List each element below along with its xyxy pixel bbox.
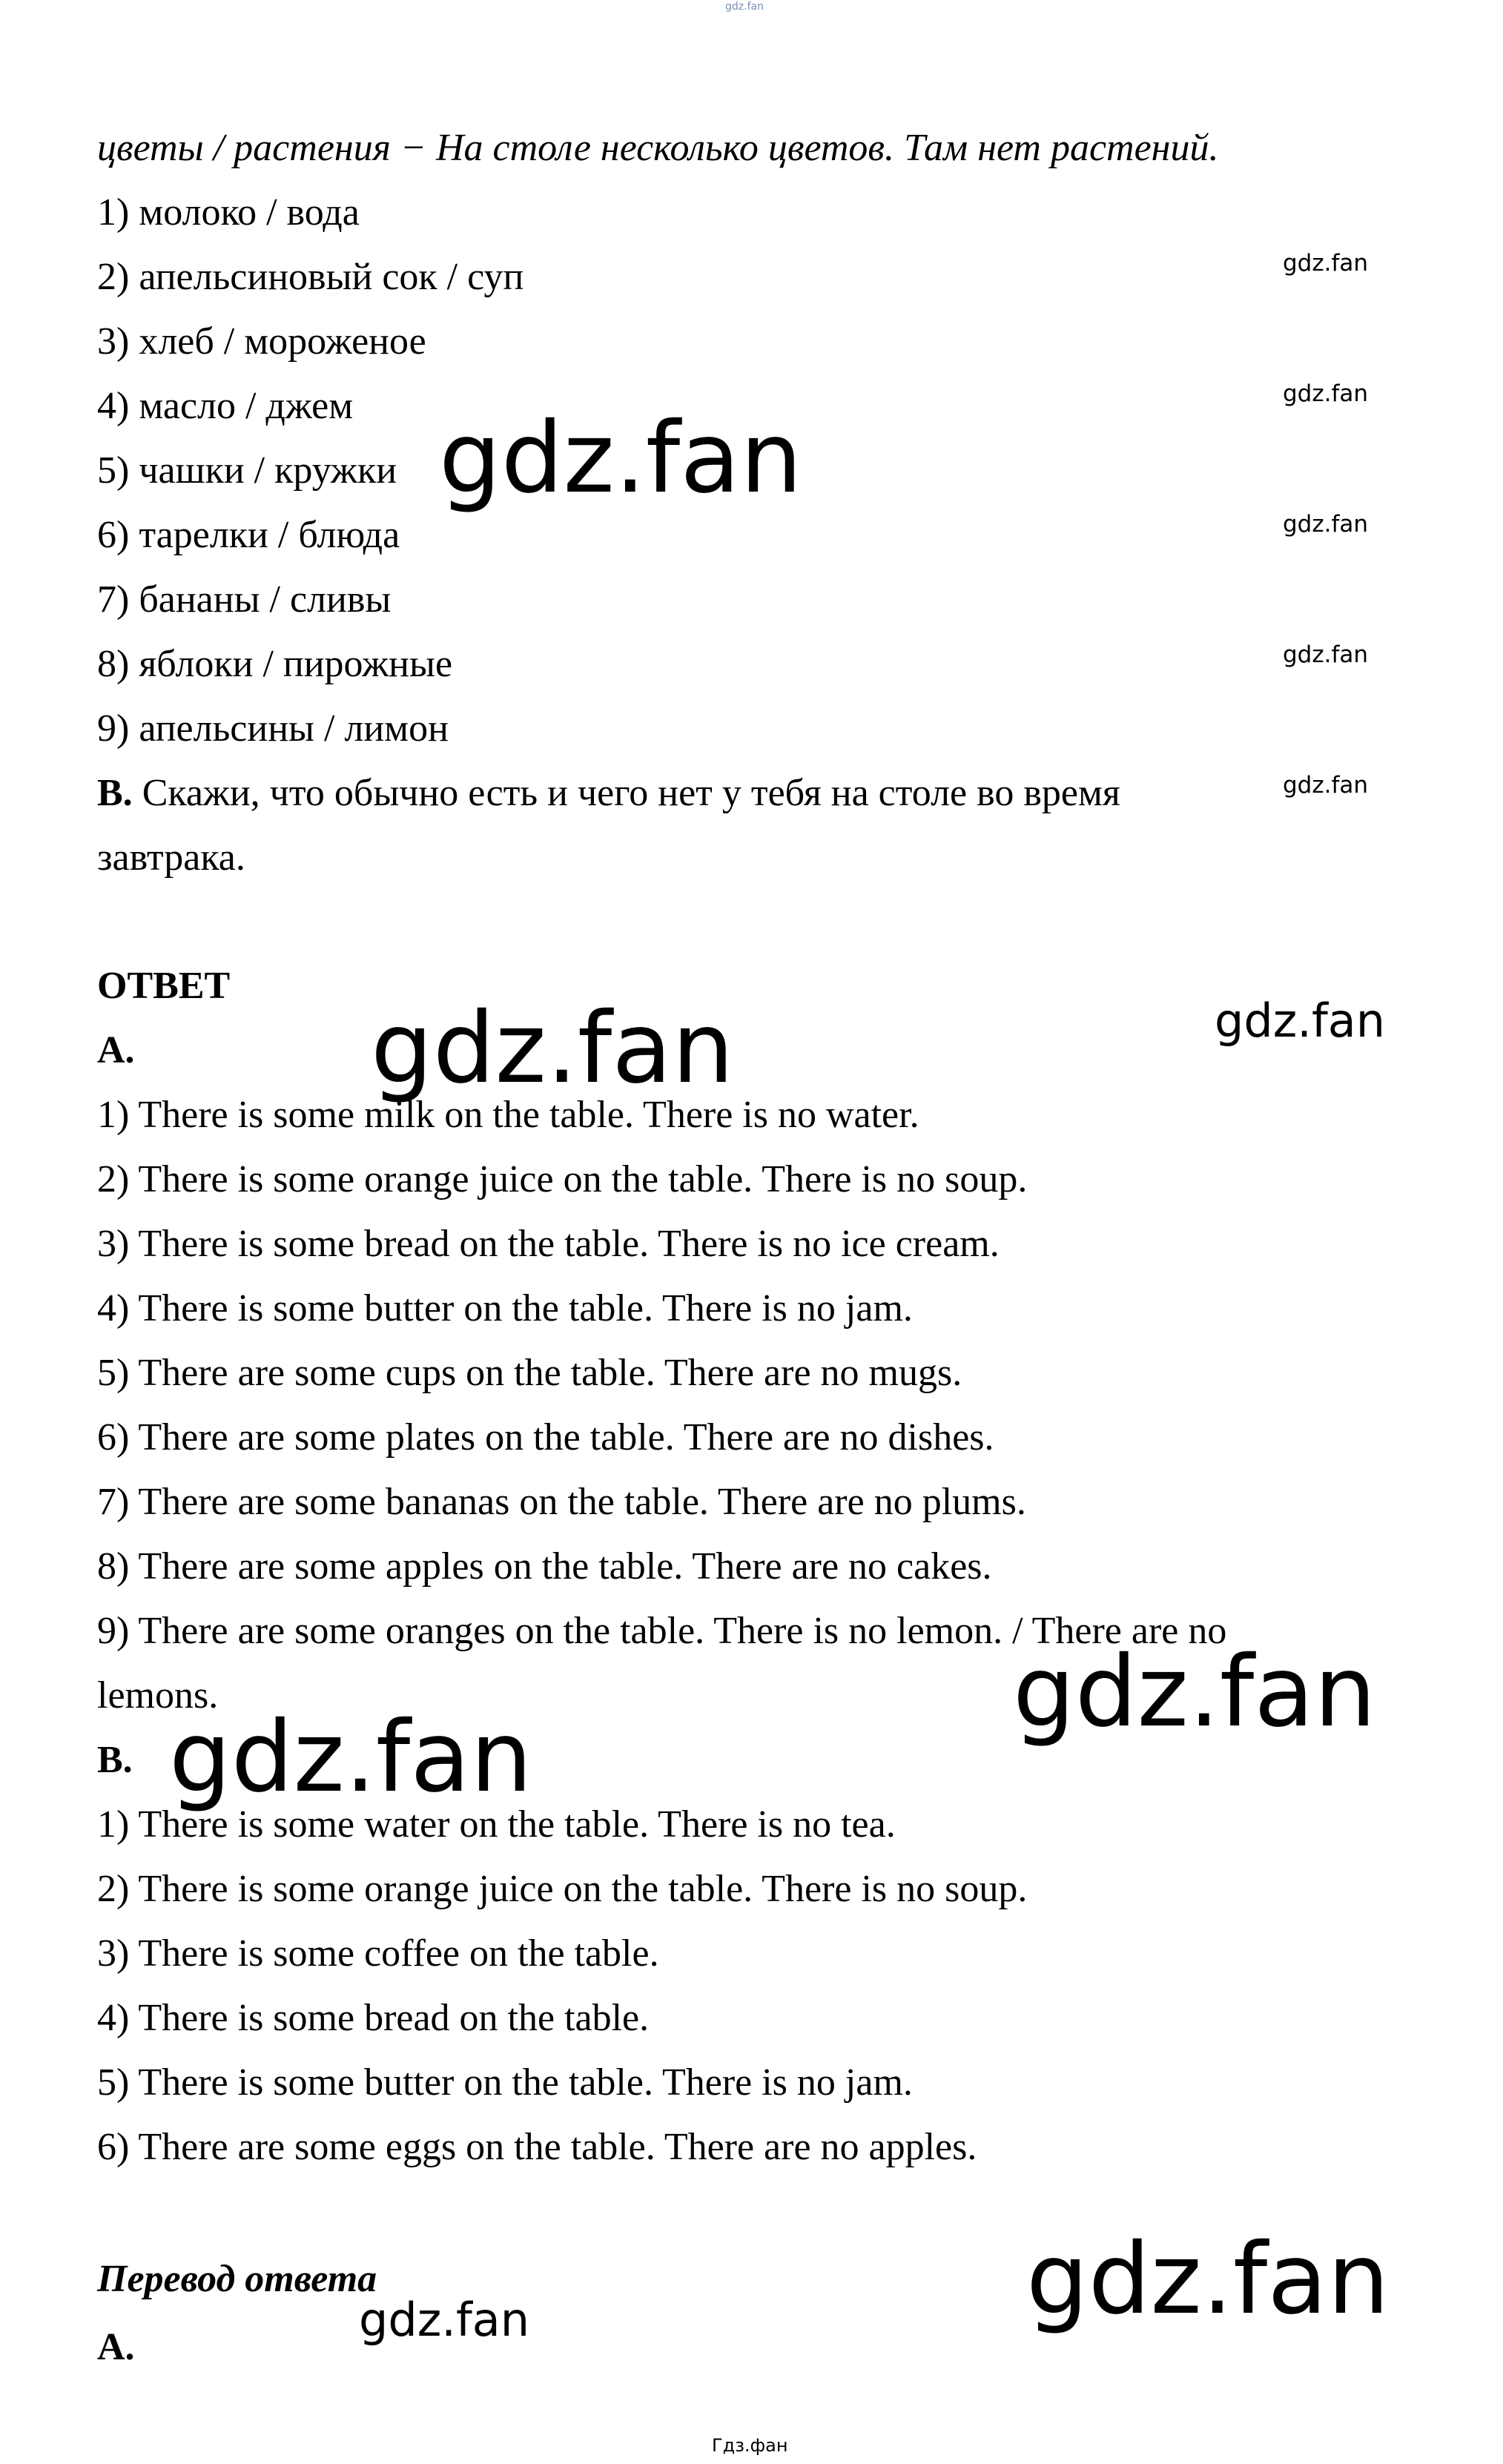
watermark-medium: gdz.fan: [359, 2293, 530, 2347]
watermark-small: gdz.fan: [1283, 380, 1369, 407]
task-item-3: 3) хлеб / мороженое: [97, 320, 426, 363]
answer-b-label: B.: [97, 1739, 133, 1781]
answer-b-line-4: 4) There is some bread on the table.: [97, 1997, 650, 2039]
task-b-line: [97, 770, 1120, 817]
task-item-5: 5) чашки / кружки: [97, 449, 397, 492]
answer-a-line-9: 9) There are some oranges on the table. There is no lemon. / There are no: [97, 1610, 1227, 1652]
answer-a-line-4: 4) There is some butter on the table. There is no jam.: [97, 1287, 913, 1330]
watermark-medium: gdz.fan: [1215, 994, 1386, 1048]
watermark-small: gdz.fan: [1283, 772, 1369, 799]
task-b-text: Скажи, что обычно есть и чего нет у тебя на столе во время: [132, 772, 1120, 814]
watermark-large: gdz.fan: [1013, 1635, 1376, 1749]
watermark-large: gdz.fan: [1026, 2222, 1390, 2336]
answer-a-line-8: 8) There are some apples on the table. There are no cakes.: [97, 1545, 992, 1588]
task-item-6: 6) тарелки / блюда: [97, 514, 400, 556]
answer-a-label: A.: [97, 1029, 135, 1071]
watermark-small: gdz.fan: [1283, 511, 1369, 538]
answer-heading: ОТВЕТ: [97, 965, 231, 1007]
task-b-continuation: завтрака.: [97, 836, 245, 879]
answer-a-line-2: 2) There is some orange juice on the table. There is no soup.: [97, 1158, 1028, 1200]
watermark-large: gdz.fan: [439, 401, 802, 515]
task-item-4: 4) масло / джем: [97, 385, 354, 427]
header-watermark: gdz.fan: [725, 1, 764, 13]
task-item-7: 7) бананы / сливы: [97, 578, 392, 621]
task-item-1: 1) молоко / вода: [97, 191, 360, 234]
answer-b-line-3: 3) There is some coffee on the table.: [97, 1932, 659, 1975]
answer-a-line-3: 3) There is some bread on the table. There is no ice cream.: [97, 1223, 1000, 1265]
answer-a-line-6: 6) There are some plates on the table. There are no dishes.: [97, 1416, 994, 1459]
task-example-line: цветы / растения − На столе несколько цветов. Там нет растений.: [97, 127, 1219, 169]
task-item-8: 8) яблоки / пирожные: [97, 643, 453, 685]
footer-watermark: Гдз.фан: [712, 2435, 788, 2456]
answer-a-line-7: 7) There are some bananas on the table. There are no plums.: [97, 1481, 1026, 1523]
answer-a-line-5: 5) There are some cups on the table. There are no mugs.: [97, 1352, 962, 1394]
answer-b-line-1: 1) There is some water on the table. There is no tea.: [97, 1803, 896, 1846]
translation-a-label: A.: [97, 2326, 135, 2368]
watermark-large: gdz.fan: [169, 1700, 532, 1814]
watermark-small: gdz.fan: [1283, 641, 1369, 668]
watermark-small: gdz.fan: [1283, 250, 1369, 277]
answer-b-line-5: 5) There is some butter on the table. There is no jam.: [97, 2061, 913, 2104]
translation-heading: Перевод ответа: [97, 2258, 377, 2300]
watermark-large: gdz.fan: [371, 991, 734, 1106]
answer-b-line-6: 6) There are some eggs on the table. There are no apples.: [97, 2126, 977, 2168]
task-item-2: 2) апельсиновый сок / суп: [97, 256, 524, 298]
answer-a-line-9-cont: lemons.: [97, 1674, 219, 1717]
task-b-label: B.: [97, 772, 133, 814]
task-item-9: 9) апельсины / лимон: [97, 707, 449, 750]
answer-b-line-2: 2) There is some orange juice on the table. There is no soup.: [97, 1868, 1028, 1910]
answer-a-line-1: 1) There is some milk on the table. There is no water.: [97, 1094, 919, 1136]
